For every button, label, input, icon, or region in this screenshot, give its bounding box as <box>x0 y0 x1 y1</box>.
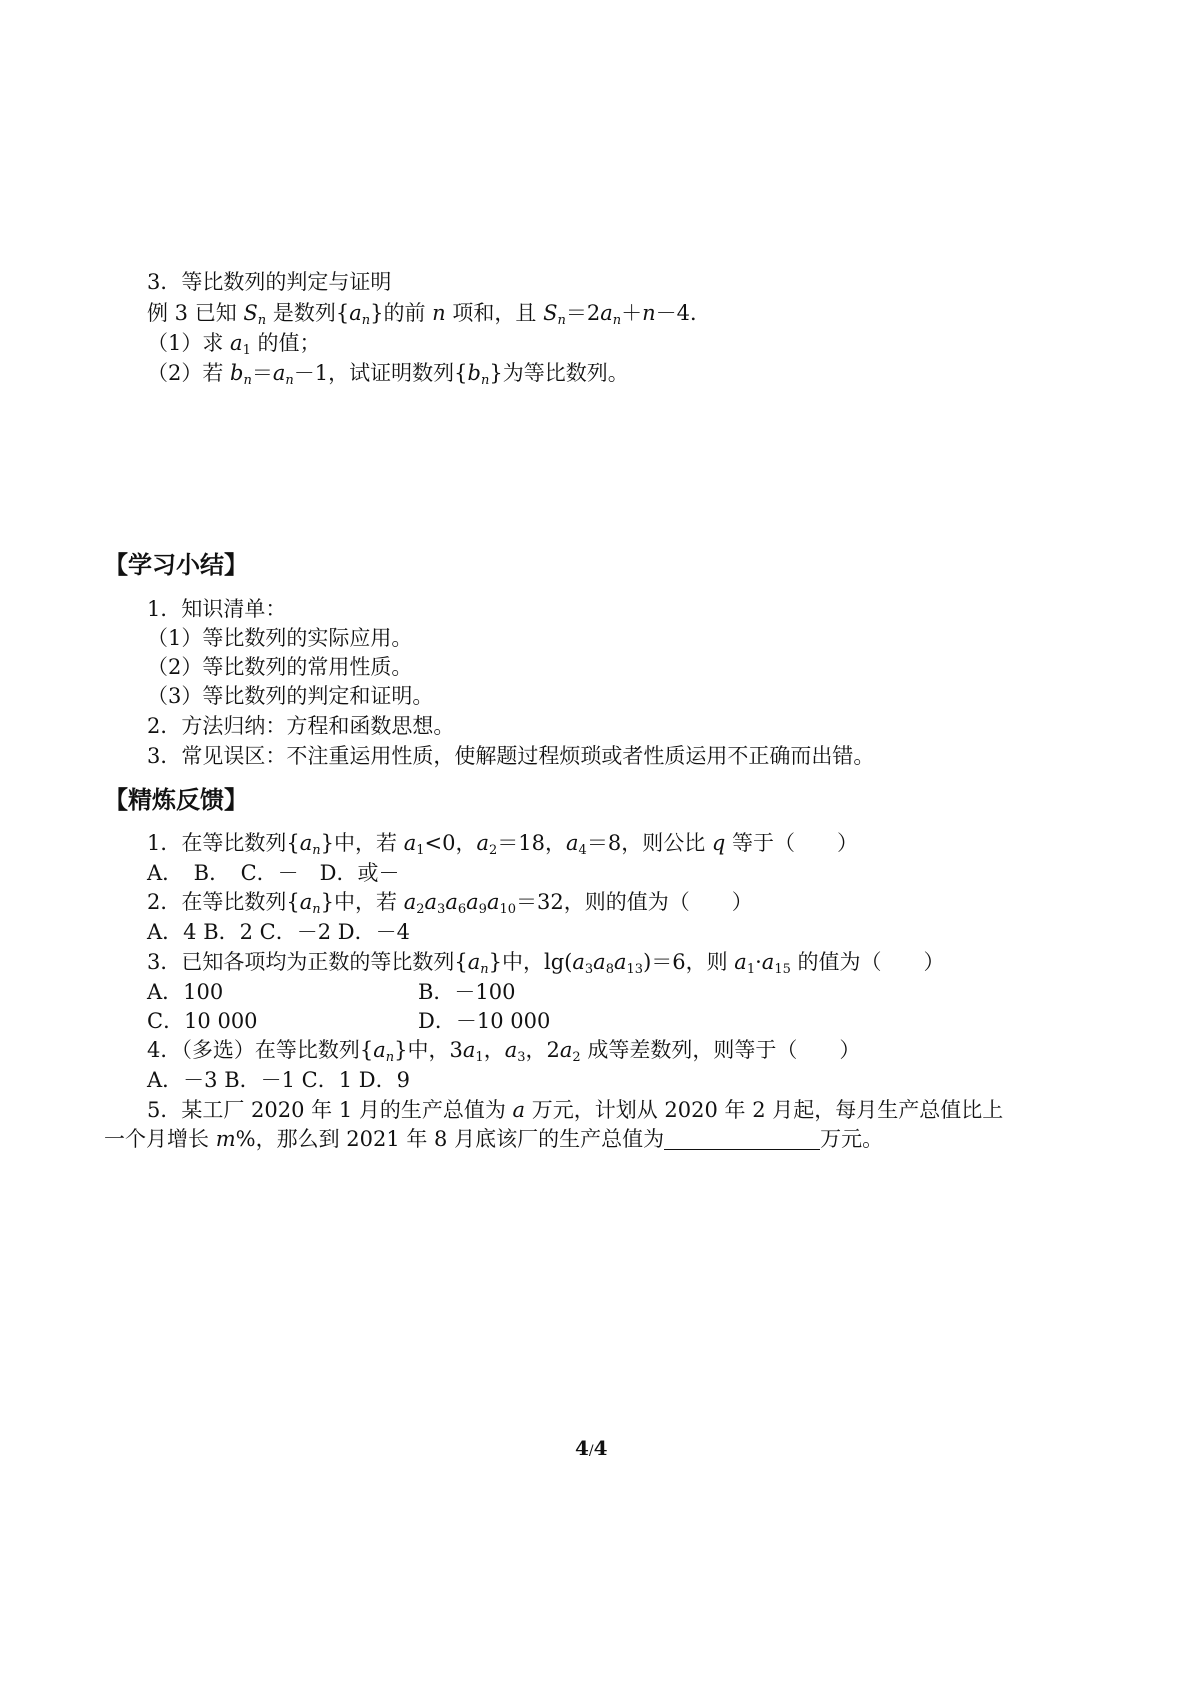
section-3-title: 3．等比数列的判定与证明 <box>147 270 392 294</box>
question-1: 1．在等比数列$\{a_n\}$中，若 $a_1<0$，$a_2=18$，$a_4=8$，则公比 q 等于（ ） <box>147 831 859 858</box>
question-3-option-c: C．10 000 <box>147 1009 258 1033</box>
question-3-option-b: B．－100 <box>418 980 516 1004</box>
question-1-options: A． B． C．－ D．或－ <box>147 861 400 885</box>
question-3-option-a: A．100 <box>147 980 224 1004</box>
question-2: 2．在等比数列$\{a_n\}$中，若 $a_2a_3a_6a_9a_{10}=32$，则的值为（ ） <box>147 890 753 917</box>
question-3-option-d: D．－10 000 <box>418 1009 551 1033</box>
example-3-part-1: （1）求 $a_1$ 的值； <box>147 331 321 358</box>
question-4-options: A．－3 B．－1 C．1 D．9 <box>147 1068 410 1092</box>
summary-item: （1）等比数列的实际应用。 <box>147 626 413 650</box>
question-3: 3．已知各项均为正数的等比数列$\{a_n\}$中，$\lg(a_3a_8a_{13})=6$，则 $a_1\cdot a_{15}$ 的值为（ ） <box>147 950 945 977</box>
question-4: 4．（多选）在等比数列$\{a_n\}$中，$3a_1$，$a_3$，$2a_2$ 成等差数列，则等于（ ） <box>147 1038 861 1065</box>
answer-blank <box>664 1127 820 1150</box>
page-number: 4/4 <box>575 1436 608 1460</box>
question-5-line-2: 一个月增长 m%，那么到 2021 年 8 月底该厂的生产总值为 万元。 <box>104 1127 884 1151</box>
summary-item: （3）等比数列的判定和证明。 <box>147 684 434 708</box>
question-5-line-1: 5．某工厂 2020 年 1 月的生产总值为 a 万元，计划从 2020 年 2 月起，每月生产总值比上 <box>147 1098 1004 1122</box>
summary-item: 1．知识清单： <box>147 597 287 621</box>
question-2-options: A．4 B．2 C．－2 D．－4 <box>147 920 410 944</box>
feedback-heading: 【精炼反馈】 <box>104 786 248 814</box>
example-3-part-2: （2）若 $b_n=a_n-1$，试证明数列$\{b_n\}$为等比数列。 <box>147 361 629 388</box>
summary-heading: 【学习小结】 <box>104 551 248 579</box>
summary-item: 2．方法归纳：方程和函数思想。 <box>147 714 455 738</box>
summary-item: 3．常见误区：不注重运用性质，使解题过程烦琐或者性质运用不正确而出错。 <box>147 744 875 768</box>
summary-item: （2）等比数列的常用性质。 <box>147 655 413 679</box>
example-3-statement: 例 3 已知 $S_n$ 是数列$\{a_n\}$的前 n 项和，且 $S_n=2a_n+n-4$． <box>147 301 712 328</box>
